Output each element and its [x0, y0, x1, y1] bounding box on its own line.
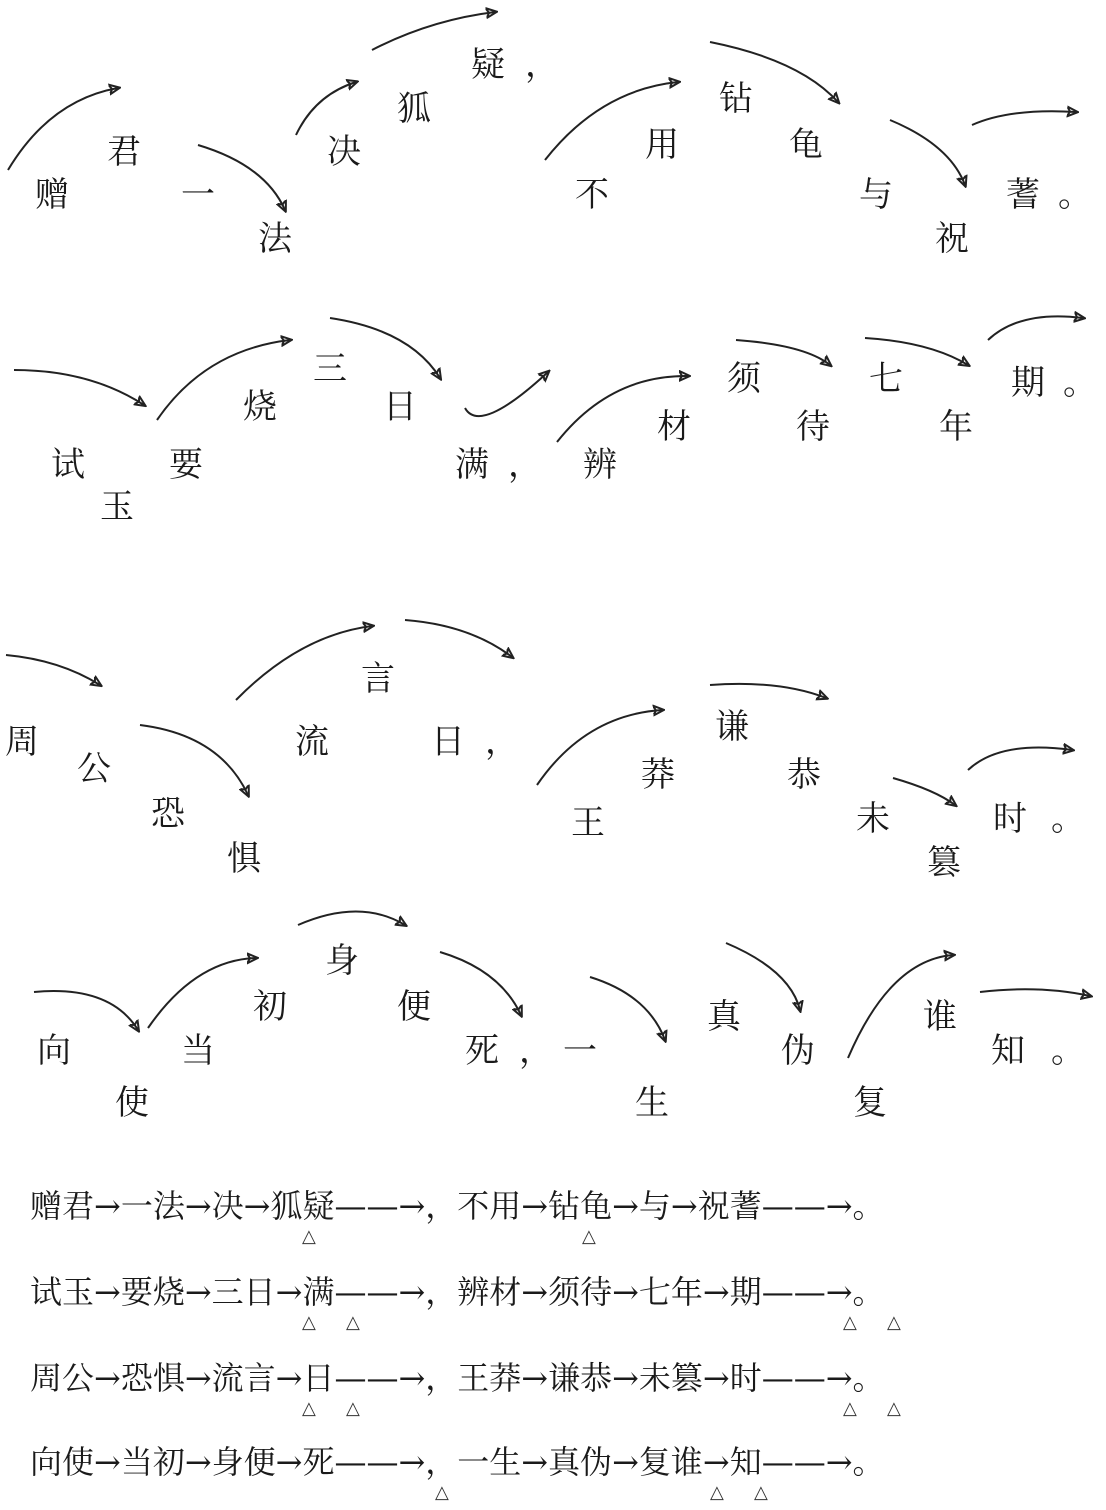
poem-char: 期 — [1011, 363, 1045, 403]
emphasis-mark: △ — [843, 1312, 857, 1333]
poem-char: 恭 — [787, 755, 821, 795]
emphasis-mark: △ — [843, 1398, 857, 1419]
poem-char: 须 — [727, 359, 761, 399]
emphasis-mark: △ — [302, 1312, 316, 1333]
poem-char: 初 — [253, 987, 287, 1027]
poem-char: 时 — [993, 799, 1027, 839]
emphasis-mark: △ — [435, 1482, 449, 1503]
poem-char: 使 — [115, 1083, 149, 1123]
poem-char: 君 — [107, 132, 141, 172]
poem-char: 未 — [856, 799, 890, 839]
summary-line-3 — [30, 1359, 1106, 1422]
poem-char: 公 — [77, 749, 111, 789]
poem-char: 死 — [465, 1031, 499, 1071]
poem-char: 七 — [869, 359, 903, 399]
poem-char: 一 — [563, 1031, 597, 1071]
poem-char: 谦 — [715, 707, 749, 747]
poem-char: 用 — [645, 125, 679, 165]
poem-char: 日 — [383, 387, 417, 427]
poem-char: 流 — [295, 722, 329, 762]
poem-char: 便 — [397, 987, 431, 1027]
poem-char: 试 — [51, 445, 85, 485]
poem-char: 生 — [635, 1083, 669, 1123]
poem-char: 身 — [325, 941, 359, 981]
poem-char: 年 — [939, 407, 973, 447]
poem-char: ， — [508, 445, 542, 485]
poem-char: 三 — [313, 349, 347, 389]
poem-char: ， — [519, 1031, 553, 1071]
poem-char: 恐 — [151, 794, 185, 834]
summary-text: 试玉→要烧→三日→满——→，辨材→须待→七年→期——→。 — [30, 1273, 885, 1311]
poem-char: 蓍 — [1006, 175, 1040, 215]
poem-char: 谁 — [923, 997, 957, 1037]
summary-text: 向使→当初→身便→死——→，一生→真伪→复谁→知——→。 — [30, 1443, 885, 1481]
poem-char: 日 — [431, 722, 465, 762]
poem-char: 烧 — [243, 387, 277, 427]
poem-char: 一 — [181, 175, 215, 215]
poem-char: 当 — [181, 1031, 215, 1071]
poem-char: ， — [525, 45, 559, 85]
summary-line-2 — [30, 1273, 1106, 1336]
poem-char: 赠 — [35, 175, 69, 215]
summary-line-1 — [30, 1187, 1106, 1250]
poem-char: 周 — [5, 722, 39, 762]
poem-char: 知 — [991, 1031, 1025, 1071]
emphasis-mark: △ — [887, 1312, 901, 1333]
summary-text: 赠君→一法→决→狐疑——→，不用→钻龟→与→祝蓍——→。 — [30, 1187, 885, 1225]
poem-char: 向 — [37, 1031, 71, 1071]
emphasis-mark: △ — [302, 1226, 316, 1247]
poem-char: 决 — [327, 132, 361, 172]
poem-char: 待 — [796, 407, 830, 447]
emphasis-mark: △ — [346, 1312, 360, 1333]
poem-char: 。 — [1058, 175, 1092, 215]
emphasis-mark: △ — [346, 1398, 360, 1419]
emphasis-mark: △ — [754, 1482, 768, 1503]
poem-char: 不 — [575, 175, 609, 215]
poem-char: 要 — [169, 445, 203, 485]
poem-char: 疑 — [471, 45, 505, 85]
poem-char: 复 — [853, 1083, 887, 1123]
poem-char: 王 — [571, 803, 605, 843]
poem-char: 满 — [455, 445, 489, 485]
emphasis-mark: △ — [582, 1226, 596, 1247]
poem-char: 狐 — [397, 89, 431, 129]
poem-char: 材 — [657, 407, 691, 447]
poem-char: 惧 — [227, 839, 261, 879]
poem-char: 祝 — [935, 219, 969, 259]
poem-char: 法 — [258, 219, 292, 259]
emphasis-mark: △ — [302, 1398, 316, 1419]
poem-char: 钻 — [719, 79, 753, 119]
poem-char: 辨 — [583, 445, 617, 485]
poem-char: 言 — [361, 659, 395, 699]
poem-char: 真 — [707, 997, 741, 1037]
poem-char: 。 — [1051, 1031, 1085, 1071]
emphasis-mark: △ — [710, 1482, 724, 1503]
poem-char: 。 — [1051, 799, 1085, 839]
poem-char: 玉 — [100, 487, 134, 527]
poem-char: ， — [485, 722, 519, 762]
poem-char: 龟 — [789, 125, 823, 165]
poem-char: 莽 — [641, 755, 675, 795]
poem-char: 与 — [859, 175, 893, 215]
poem-char: 。 — [1063, 363, 1097, 403]
poem-char: 篡 — [927, 843, 961, 883]
summary-line-4 — [30, 1443, 1106, 1506]
summary-text: 周公→恐惧→流言→日——→，王莽→谦恭→未篡→时——→。 — [30, 1359, 885, 1397]
poem-char: 伪 — [781, 1031, 815, 1071]
emphasis-mark: △ — [887, 1398, 901, 1419]
